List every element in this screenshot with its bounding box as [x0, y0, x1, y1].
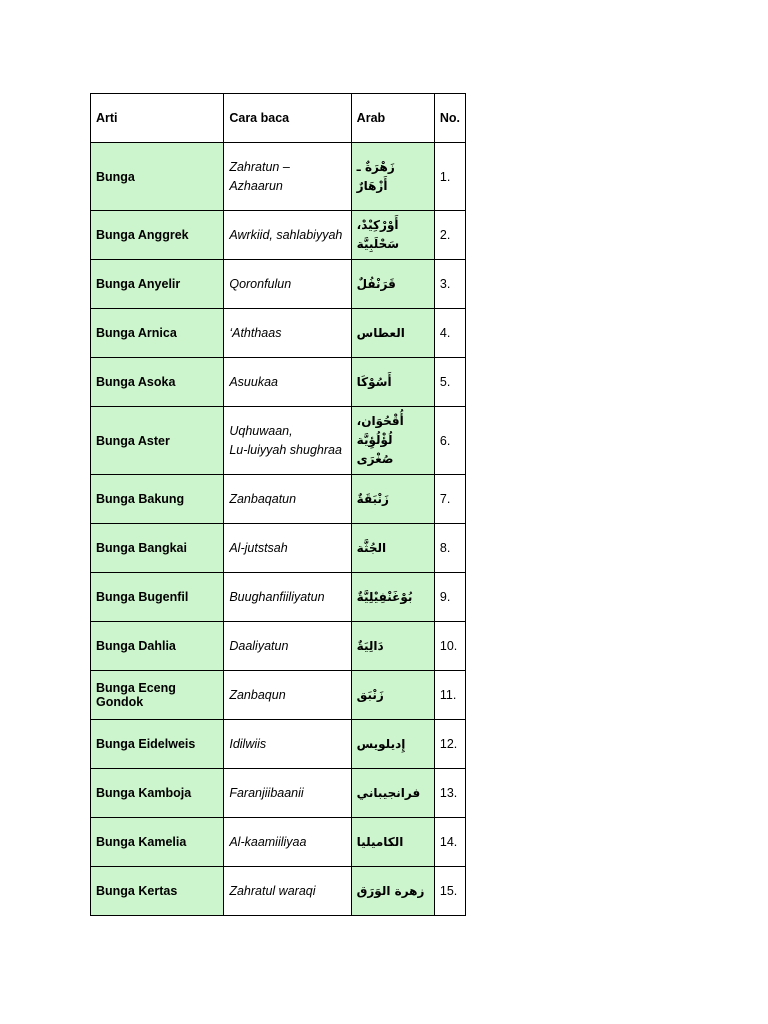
header-no: No.: [434, 94, 465, 143]
table-row: [91, 720, 466, 769]
cell-arab: الكاميليا: [351, 818, 434, 867]
cell-arab: زَنْبَق: [351, 671, 434, 720]
table-row: [91, 769, 466, 818]
cell-arti: Bunga Kertas: [91, 867, 224, 916]
table-row: [91, 211, 466, 260]
cell-arti: Bunga Bakung: [91, 475, 224, 524]
table-row: [91, 143, 466, 211]
cell-no: 14.: [434, 818, 465, 867]
table-header-row: [91, 94, 466, 143]
vocabulary-table: [90, 93, 466, 916]
table-row: [91, 867, 466, 916]
cell-arti: Bunga Eceng Gondok: [91, 671, 224, 720]
table-row: [91, 573, 466, 622]
cell-arti: Bunga Arnica: [91, 309, 224, 358]
cell-cara-baca: Faranjiibaanii: [224, 769, 351, 818]
cell-cara-baca: Uqhuwaan, Lu-luiyyah shughraa: [224, 407, 351, 475]
cell-no: 4.: [434, 309, 465, 358]
cell-no: 12.: [434, 720, 465, 769]
cell-cara-baca: ‘Aththaas: [224, 309, 351, 358]
cell-cara-baca: Zanbaqatun: [224, 475, 351, 524]
header-arab: Arab: [351, 94, 434, 143]
cell-arab: زَهْرَةٌ ـ أَزْهَارٌ: [351, 143, 434, 211]
table-row: [91, 622, 466, 671]
cell-arti: Bunga Asoka: [91, 358, 224, 407]
cell-cara-baca: Al-kaamiiliyaa: [224, 818, 351, 867]
table-row: [91, 818, 466, 867]
cell-cara-baca: Zahratun – Azhaarun: [224, 143, 351, 211]
cell-arti: Bunga Kamelia: [91, 818, 224, 867]
header-cara-baca: Cara baca: [224, 94, 351, 143]
cell-arti: Bunga Bugenfil: [91, 573, 224, 622]
cell-arti: Bunga Anyelir: [91, 260, 224, 309]
cell-arti: Bunga Anggrek: [91, 211, 224, 260]
cell-cara-baca: Daaliyatun: [224, 622, 351, 671]
cell-cara-baca: Al-jutstsah: [224, 524, 351, 573]
cell-arab: بُوْغَنْفِيْلِيَّةٌ: [351, 573, 434, 622]
table-row: [91, 260, 466, 309]
cell-arab: زهرة الوَرَق: [351, 867, 434, 916]
table-row: [91, 407, 466, 475]
cell-cara-baca: Awrkiid, sahlabiyyah: [224, 211, 351, 260]
table-row: [91, 671, 466, 720]
cell-arab: أَسُوْكَا: [351, 358, 434, 407]
cell-no: 15.: [434, 867, 465, 916]
cell-no: 5.: [434, 358, 465, 407]
cell-arti: Bunga Dahlia: [91, 622, 224, 671]
cell-cara-baca: Qoronfulun: [224, 260, 351, 309]
cell-arti: Bunga Kamboja: [91, 769, 224, 818]
cell-no: 9.: [434, 573, 465, 622]
table-row: [91, 475, 466, 524]
cell-arab: أُقْحُوَان، لُؤْلُؤِيَّة صُغْرَى: [351, 407, 434, 475]
cell-no: 7.: [434, 475, 465, 524]
cell-arab: إِديلويس: [351, 720, 434, 769]
cell-arab: الجُثَّة: [351, 524, 434, 573]
cell-arab: العطاس: [351, 309, 434, 358]
cell-arab: زَنْبَقَةٌ: [351, 475, 434, 524]
cell-arab: قَرَنْفُلٌ: [351, 260, 434, 309]
cell-arti: Bunga Eidelweis: [91, 720, 224, 769]
header-arti: Arti: [91, 94, 224, 143]
cell-no: 3.: [434, 260, 465, 309]
cell-no: 10.: [434, 622, 465, 671]
cell-no: 1.: [434, 143, 465, 211]
cell-no: 2.: [434, 211, 465, 260]
table-row: [91, 358, 466, 407]
cell-arab: دَالِيَةٌ: [351, 622, 434, 671]
cell-arab: فرانجيباني: [351, 769, 434, 818]
cell-arti: Bunga Bangkai: [91, 524, 224, 573]
cell-cara-baca: Zanbaqun: [224, 671, 351, 720]
cell-arab: أَوْرْكِيْدْ، سَحْلَبِيَّة: [351, 211, 434, 260]
cell-cara-baca: Zahratul waraqi: [224, 867, 351, 916]
table-row: [91, 309, 466, 358]
cell-arti: Bunga: [91, 143, 224, 211]
cell-arti: Bunga Aster: [91, 407, 224, 475]
cell-no: 13.: [434, 769, 465, 818]
cell-cara-baca: Idilwiis: [224, 720, 351, 769]
cell-cara-baca: Asuukaa: [224, 358, 351, 407]
table-row: [91, 524, 466, 573]
cell-cara-baca: Buughanfiiliyatun: [224, 573, 351, 622]
cell-no: 8.: [434, 524, 465, 573]
cell-no: 11.: [434, 671, 465, 720]
cell-no: 6.: [434, 407, 465, 475]
